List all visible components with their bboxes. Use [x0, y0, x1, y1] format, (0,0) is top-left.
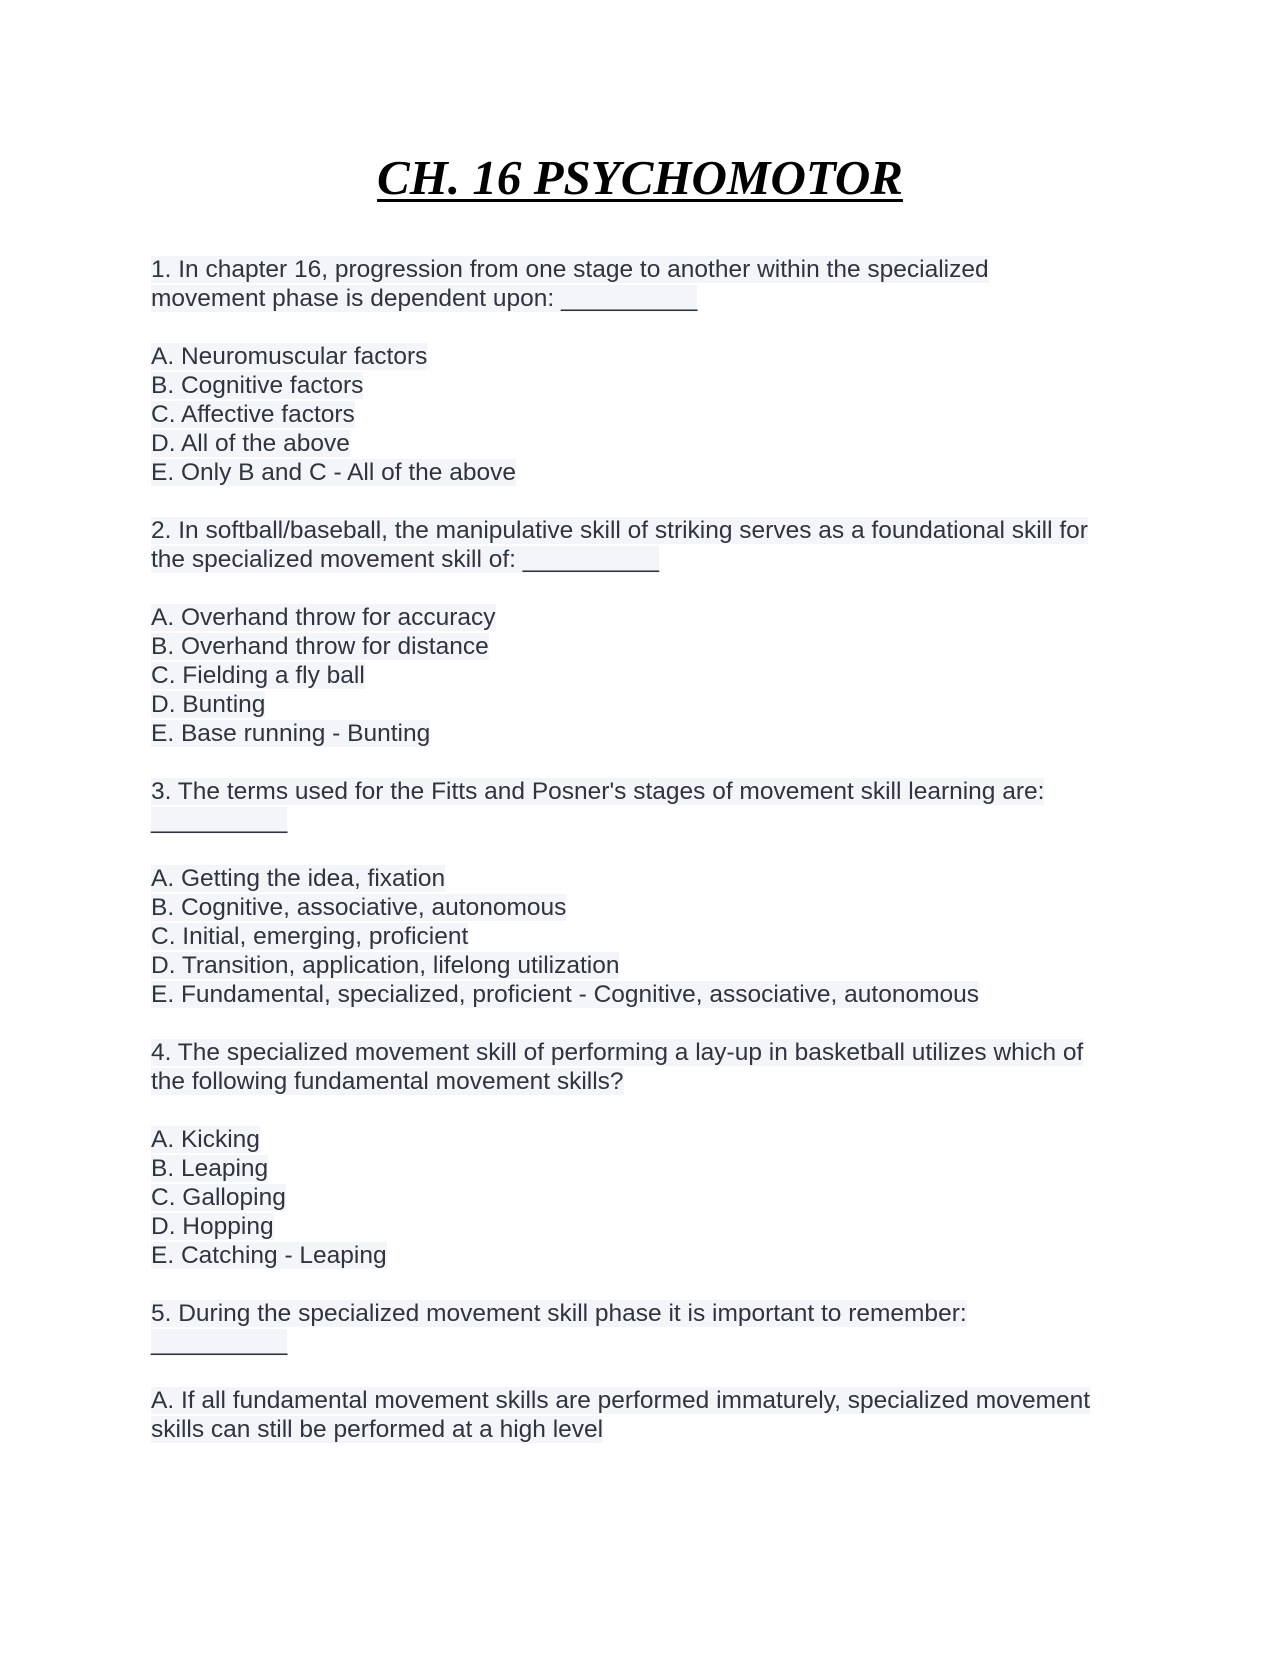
option-item: A. Kicking — [151, 1126, 260, 1153]
option-item: B. Overhand throw for distance — [151, 633, 489, 660]
question-1-options — [151, 342, 1151, 487]
question-2-line-1: 2. In softball/baseball, the manipulative skill of striking serves as a foundational skill for — [151, 517, 1088, 544]
question-5-line-1: 5. During the specialized movement skill phase it is important to remember: — [151, 1300, 967, 1327]
option-item: A. Getting the idea, fixation — [151, 865, 446, 892]
option-item: E. Only B and C - All of the above — [151, 459, 516, 486]
question-list — [151, 255, 1151, 1444]
question-2-options — [151, 603, 1151, 748]
option-item: skills can still be performed at a high level — [151, 1416, 604, 1443]
question-5-options — [151, 1386, 1151, 1444]
question-4-line-2: the following fundamental movement skills? — [151, 1068, 624, 1095]
option-item: A. If all fundamental movement skills are performed immaturely, specialized movement — [151, 1387, 1091, 1414]
question-4-line-1: 4. The specialized movement skill of performing a lay-up in basketball utilizes which of — [151, 1039, 1084, 1066]
option-item: C. Galloping — [151, 1184, 286, 1211]
option-item: E. Catching - Leaping — [151, 1242, 387, 1269]
option-item: C. Fielding a fly ball — [151, 662, 365, 689]
question-4 — [151, 1038, 1151, 1096]
option-item: B. Cognitive factors — [151, 372, 364, 399]
option-item: D. All of the above — [151, 430, 350, 457]
question-2 — [151, 516, 1151, 574]
question-1-line-2: movement phase is dependent upon: __________ — [151, 285, 698, 312]
question-5 — [151, 1299, 1151, 1357]
page-title — [0, 148, 1280, 208]
option-item: D. Transition, application, lifelong utilization — [151, 952, 620, 979]
question-1 — [151, 255, 1151, 313]
question-3-line-1: 3. The terms used for the Fitts and Posner's stages of movement skill learning are: — [151, 778, 1045, 805]
option-item: C. Affective factors — [151, 401, 355, 428]
question-3 — [151, 777, 1151, 835]
question-3-options — [151, 864, 1151, 1009]
option-item: D. Hopping — [151, 1213, 274, 1240]
option-item: A. Neuromuscular factors — [151, 343, 428, 370]
question-5-line-2: __________ — [151, 1329, 288, 1356]
option-item: B. Cognitive, associative, autonomous — [151, 894, 567, 921]
question-4-options — [151, 1125, 1151, 1270]
title-text: CH. 16 PSYCHOMOTOR — [377, 150, 903, 205]
option-item: C. Initial, emerging, proficient — [151, 923, 469, 950]
option-item: E. Fundamental, specialized, proficient - Cognitive, associative, autonomous — [151, 981, 979, 1008]
option-item: D. Bunting — [151, 691, 266, 718]
question-2-line-2: the specialized movement skill of: __________ — [151, 546, 660, 573]
option-item: A. Overhand throw for accuracy — [151, 604, 496, 631]
option-item: B. Leaping — [151, 1155, 269, 1182]
option-item: E. Base running - Bunting — [151, 720, 431, 747]
question-1-line-1: 1. In chapter 16, progression from one stage to another within the specialized — [151, 256, 989, 283]
question-3-line-2: __________ — [151, 807, 288, 834]
